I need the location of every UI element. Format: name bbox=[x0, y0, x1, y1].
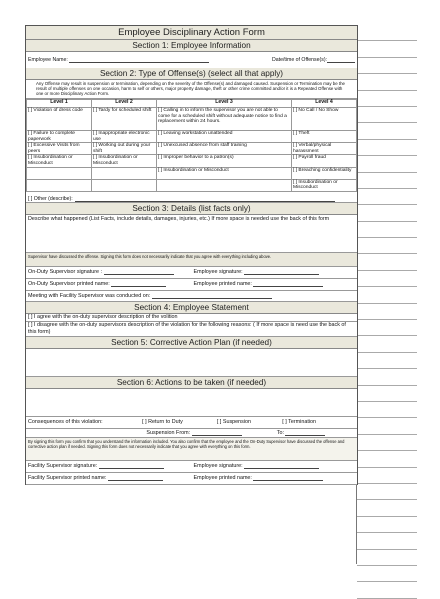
margin-cell bbox=[357, 254, 417, 270]
section-1-heading: Section 1: Employee Information bbox=[26, 40, 357, 52]
acknowledgement-note: By signing this form you confirm that you understand the information included. You also confirm that the employee and the On-Duty Supervisor have discussed the offense and corrective action plan if needed. Signing this form does not necessarily indicate that you agree with everything on this form. bbox=[26, 438, 357, 461]
margin-cell bbox=[357, 451, 417, 467]
field-label: On-Duty Supervisor signature : bbox=[28, 269, 103, 276]
offense-cell bbox=[92, 179, 157, 191]
margin-cell bbox=[357, 107, 417, 123]
margin-cell bbox=[357, 402, 417, 418]
margin-cell bbox=[357, 91, 417, 107]
offense-checkbox[interactable]: [ ] Improper behavior to a patron(s) bbox=[157, 155, 292, 167]
meeting-date-field[interactable] bbox=[26, 291, 357, 302]
details-textarea[interactable]: Describe what happened (List Facts, include details, damages, injuries, etc.) If more space is needed use the back of this form bbox=[26, 215, 357, 253]
signature-row bbox=[26, 267, 357, 279]
margin-cell bbox=[357, 25, 417, 41]
offense-date-field[interactable] bbox=[272, 57, 355, 63]
on-duty-supervisor-name-field[interactable] bbox=[26, 281, 192, 287]
field-label: Facility Supervisor signature: bbox=[28, 463, 98, 470]
margin-cell bbox=[357, 238, 417, 254]
margin-cell bbox=[357, 500, 417, 516]
offense-checkbox[interactable]: [ ] Violation of dress code bbox=[27, 108, 92, 131]
field-label: Employee signature: bbox=[193, 463, 243, 470]
margin-cell bbox=[357, 418, 417, 434]
margin-cell bbox=[357, 435, 417, 451]
disciplinary-form bbox=[25, 25, 358, 485]
field-label: On-Duty Supervisor printed name: bbox=[28, 281, 110, 288]
margin-cell bbox=[357, 533, 417, 549]
field-label: Employee printed name: bbox=[193, 281, 252, 288]
employee-signature-field-2[interactable] bbox=[192, 463, 358, 469]
field-label: Meeting with Facility Supervisor was conducted on: bbox=[28, 292, 151, 299]
offense-cell bbox=[27, 179, 92, 191]
margin-cell bbox=[357, 205, 417, 221]
section-4-heading: Section 4: Employee Statement bbox=[26, 302, 357, 314]
offense-checkbox[interactable]: [ ] Insubordination or Misconduct bbox=[292, 179, 357, 191]
offense-checkbox[interactable]: [ ] Breaching confidentiality bbox=[292, 167, 357, 179]
offense-checkbox[interactable]: [ ] Tardy for scheduled shift bbox=[92, 108, 157, 131]
margin-cell bbox=[357, 386, 417, 402]
other-offense-label: [ ] Other (describe): bbox=[28, 195, 73, 202]
offense-checkbox[interactable]: [ ] Insubordination or Misconduct bbox=[157, 167, 292, 179]
offense-checkbox[interactable]: [ ] Payroll fraud bbox=[292, 155, 357, 167]
margin-cell bbox=[357, 336, 417, 352]
margin-cell bbox=[357, 41, 417, 57]
margin-cell bbox=[357, 353, 417, 369]
offense-cell bbox=[27, 167, 92, 179]
margin-cell bbox=[357, 369, 417, 385]
offense-checkbox[interactable]: [ ] Insubordination or Misconduct bbox=[92, 155, 157, 167]
margin-cell bbox=[357, 550, 417, 566]
offense-checkbox[interactable]: [ ] Leaving workstation unattended bbox=[157, 131, 292, 143]
section-6-heading: Section 6: Actions to be taken (if needed) bbox=[26, 377, 357, 389]
termination-checkbox[interactable]: [ ] Termination bbox=[282, 419, 317, 426]
offense-checkbox[interactable]: [ ] Excessive Visits from peers bbox=[27, 143, 92, 155]
suspension-to-field[interactable] bbox=[277, 430, 357, 436]
offense-checkbox[interactable]: [ ] Insubordination or Misconduct bbox=[27, 155, 92, 167]
offense-checkbox[interactable]: [ ] Verbal/physical harassment bbox=[292, 143, 357, 155]
return-to-duty-checkbox[interactable]: [ ] Return to Duty bbox=[142, 419, 183, 426]
margin-cell bbox=[357, 123, 417, 139]
actions-area[interactable] bbox=[26, 389, 357, 417]
offense-note: Any Offense may result in suspension or termination, depending on the severity of the Offense(s) and damaged caused. Suspension or Termination may be the result of multiple offenses on one occasion, harm to self or others, major property damage, theft or other crime committed and/or it is a Repeated Offense with one or more Disciplinary Action Form. bbox=[26, 80, 357, 99]
margin-cell bbox=[357, 517, 417, 533]
employee-printed-name-field[interactable] bbox=[192, 281, 358, 287]
level-header: Level 1 bbox=[27, 100, 92, 108]
facility-supervisor-name-field[interactable] bbox=[26, 475, 192, 481]
margin-cell bbox=[357, 566, 417, 582]
field-label: Facility Supervisor printed name: bbox=[28, 475, 107, 482]
disagree-checkbox[interactable]: [ ] I disagree with the on-duty supervisors description of the violation for the following reasons: ( If more space is need use the back of this form) bbox=[26, 322, 357, 337]
offense-checkbox[interactable]: [ ] Calling in to inform the supervisor you are not able to come for a scheduled shift without adequate notice to find a replacement within 24 hours. bbox=[157, 108, 292, 131]
field-label: Suspension From: bbox=[146, 429, 191, 436]
section-5-heading: Section 5: Corrective Action Plan (if needed) bbox=[26, 337, 357, 349]
margin-cell bbox=[357, 189, 417, 205]
margin-cell bbox=[357, 468, 417, 484]
field-label: To: bbox=[276, 429, 284, 436]
margin-cell bbox=[357, 173, 417, 189]
margin-cell bbox=[357, 484, 417, 500]
margin-cell bbox=[357, 287, 417, 303]
margin-cell bbox=[357, 222, 417, 238]
action-plan-area[interactable] bbox=[26, 349, 357, 377]
offense-checkbox[interactable]: [ ] Working out during your shift bbox=[92, 143, 157, 155]
margin-cell bbox=[357, 304, 417, 320]
margin-cell bbox=[357, 140, 417, 156]
offense-cell bbox=[92, 167, 157, 179]
right-margin-column bbox=[356, 25, 417, 564]
agree-checkbox[interactable]: [ ] I agree with the on-duty supervisor description of the volition bbox=[26, 314, 357, 322]
suspension-checkbox[interactable]: [ ] Suspension bbox=[216, 419, 252, 426]
employee-signature-field[interactable] bbox=[192, 269, 358, 275]
other-offense-row[interactable] bbox=[26, 192, 357, 203]
employee-printed-name-field-2[interactable] bbox=[192, 475, 358, 481]
employee-name-field[interactable] bbox=[28, 57, 209, 63]
facility-supervisor-signature-field[interactable] bbox=[26, 463, 192, 469]
offense-date-label: Date/time of Offense(s): bbox=[272, 57, 327, 63]
form-title: Employee Disciplinary Action Form bbox=[26, 26, 357, 40]
offense-checkbox[interactable]: [ ] Theft bbox=[292, 131, 357, 143]
offense-checkbox[interactable]: [ ] Unexcused absence from staff training bbox=[157, 143, 292, 155]
suspension-from-field[interactable] bbox=[146, 430, 276, 436]
consequences-label: Consequences of this violation: bbox=[28, 419, 103, 426]
margin-cell bbox=[357, 156, 417, 172]
employee-name-label: Employee Name: bbox=[28, 57, 68, 63]
supervisor-note: Supervisor have discussed the offense. Signing this form does not necessarily indicate that you agree with everything including above. bbox=[26, 253, 357, 267]
level-header: Level 4 bbox=[292, 100, 357, 108]
offense-checkbox[interactable]: [ ] Inappropriate electronic use bbox=[92, 131, 157, 143]
level-header: Level 2 bbox=[92, 100, 157, 108]
margin-cell bbox=[357, 74, 417, 90]
offense-cell bbox=[157, 179, 292, 191]
level-header: Level 3 bbox=[157, 100, 292, 108]
printed-name-row bbox=[26, 279, 357, 291]
margin-cell bbox=[357, 582, 417, 598]
margin-cell bbox=[357, 58, 417, 74]
offense-checkbox[interactable]: [ ] Failure to complete paperwork bbox=[27, 131, 92, 143]
section-3-heading: Section 3: Details (list facts only) bbox=[26, 203, 357, 215]
consequences-row bbox=[26, 417, 357, 429]
facility-signature-row bbox=[26, 461, 357, 473]
margin-cell bbox=[357, 271, 417, 287]
margin-cell bbox=[357, 320, 417, 336]
facility-printed-name-row bbox=[26, 473, 357, 485]
field-label: Employee signature: bbox=[193, 269, 243, 276]
offense-table bbox=[26, 99, 357, 192]
section-2-heading: Section 2: Type of Offense(s) (select all that apply) bbox=[26, 68, 357, 80]
employee-info-row bbox=[26, 52, 357, 68]
on-duty-supervisor-signature-field[interactable] bbox=[26, 269, 192, 275]
suspension-dates-row bbox=[26, 429, 357, 438]
offense-checkbox[interactable]: [ ] No Call / No Show bbox=[292, 108, 357, 131]
field-label: Employee printed name: bbox=[193, 475, 252, 482]
